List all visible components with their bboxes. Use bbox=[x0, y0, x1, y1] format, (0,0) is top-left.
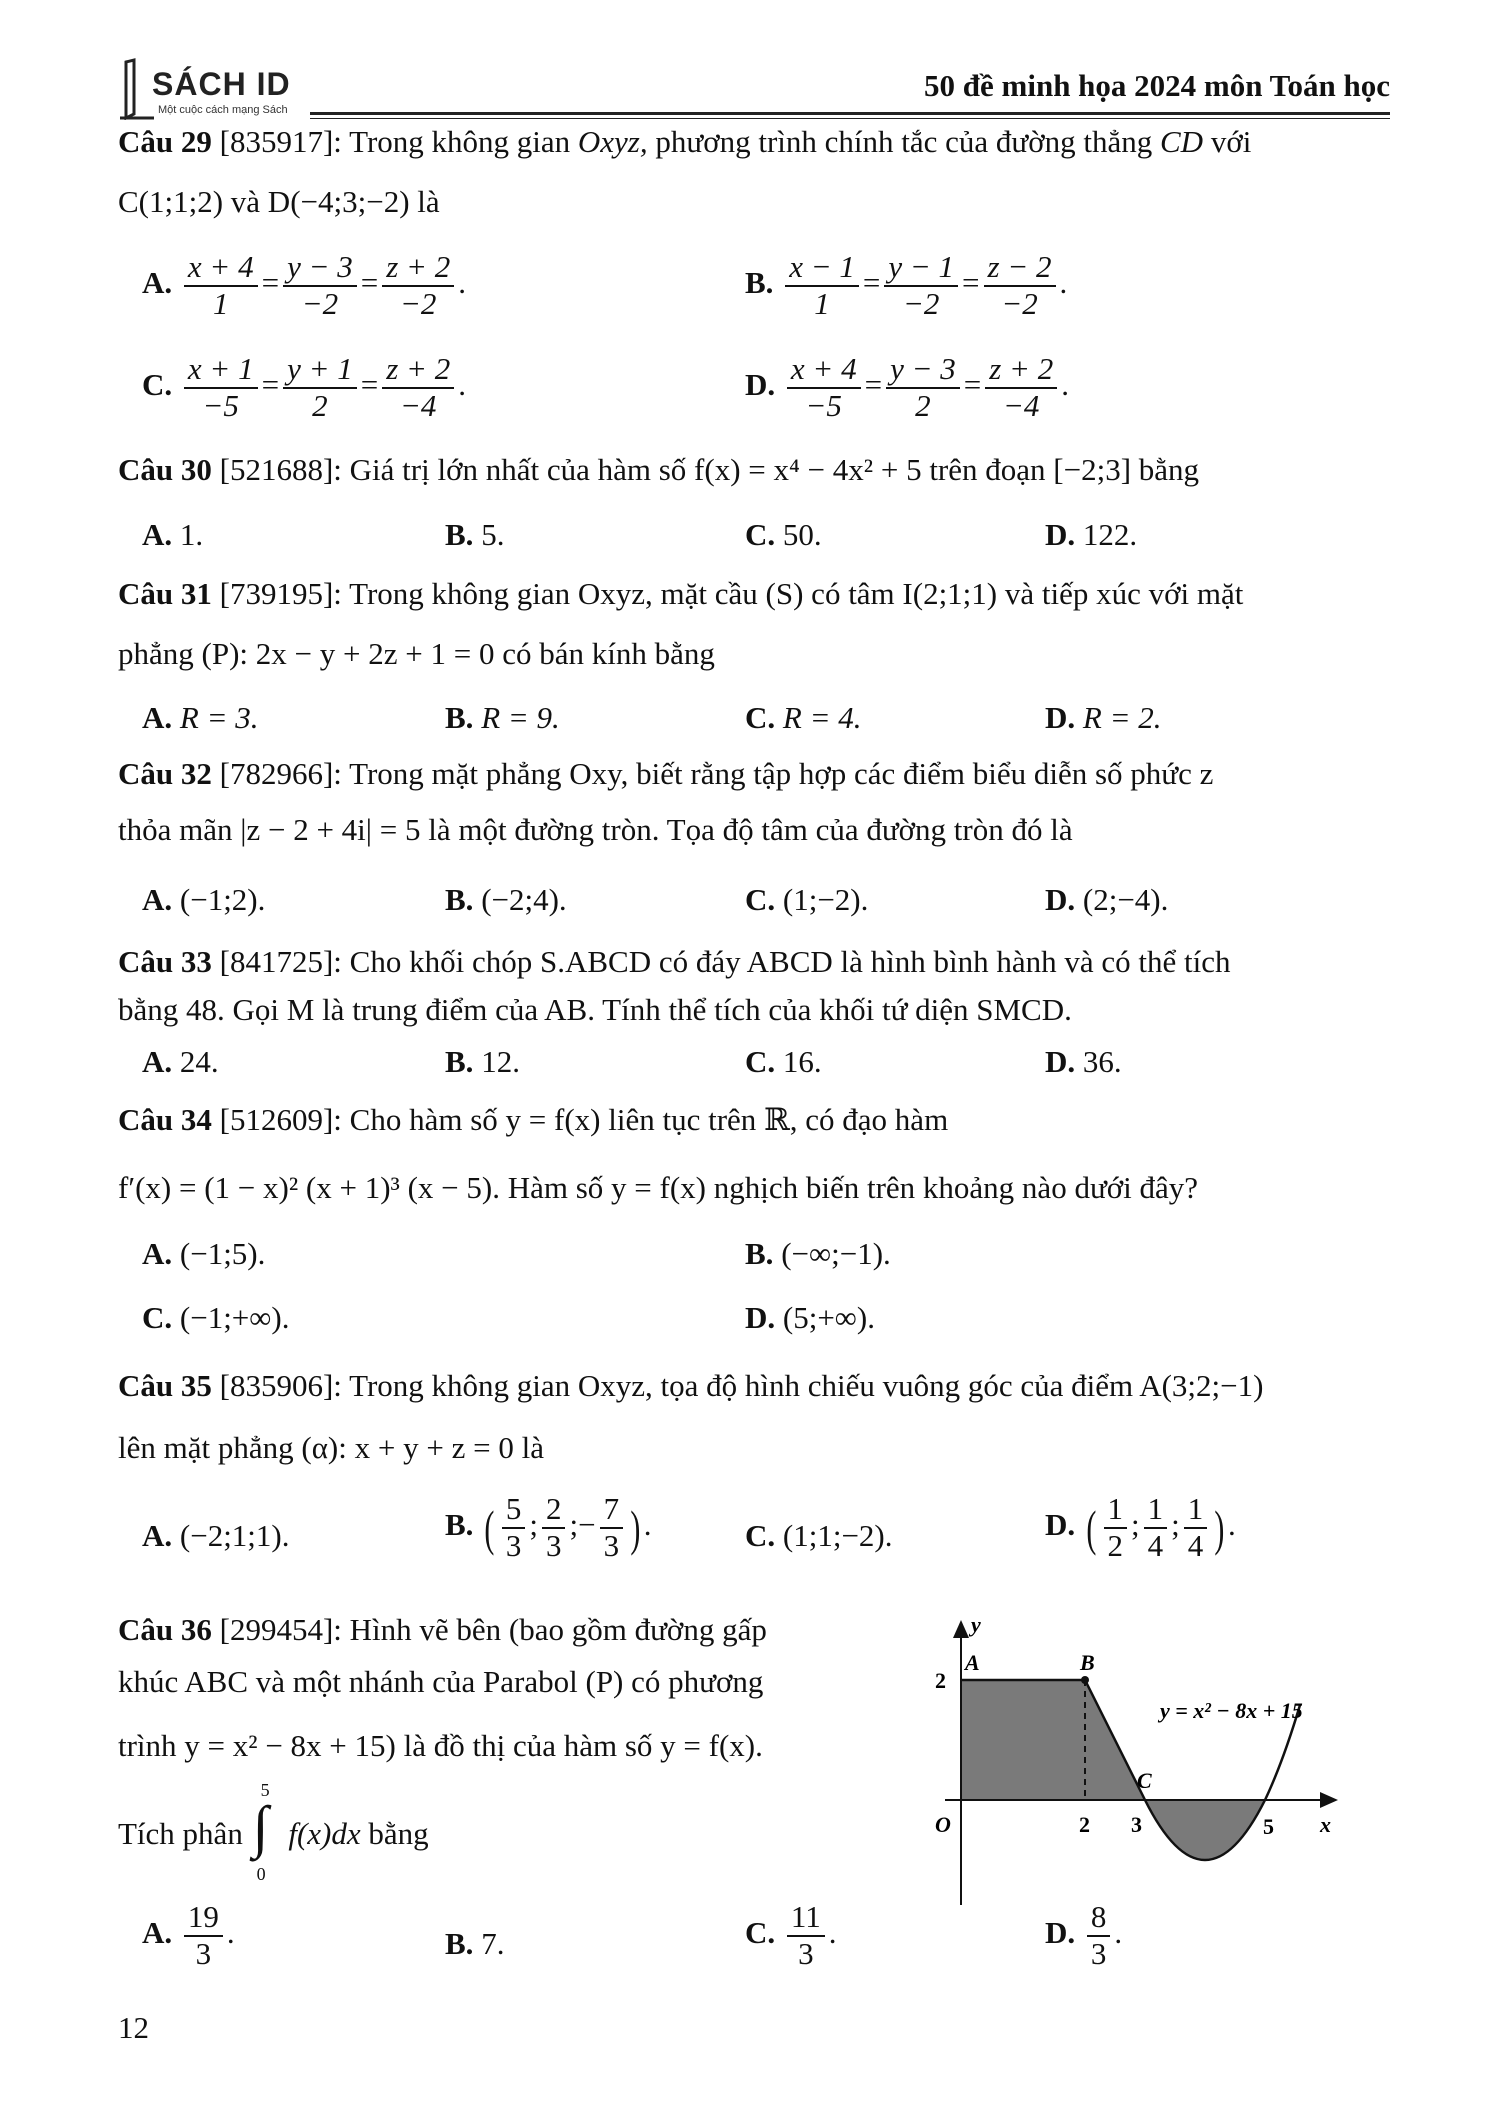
option-32-c[interactable]: C. (1;−2). bbox=[745, 882, 869, 917]
question-35-label: Câu 35 bbox=[118, 1368, 212, 1403]
question-29-line2: C(1;1;2) và D(−4;3;−2) là bbox=[118, 184, 440, 219]
question-36: Câu 36 [299454]: Hình vẽ bên (bao gồm đường gấp bbox=[118, 1612, 767, 1647]
question-33-label: Câu 33 bbox=[118, 944, 212, 979]
option-30-d[interactable]: D. 122. bbox=[1045, 517, 1138, 552]
question-36-line2: khúc ABC và một nhánh của Parabol (P) có phương bbox=[118, 1664, 764, 1699]
question-32: Câu 32 [782966]: Trong mặt phẳng Oxy, biết rằng tập hợp các điểm biểu diễn số phức z bbox=[118, 756, 1214, 791]
point-b-dot bbox=[1081, 1676, 1089, 1684]
question-34: Câu 34 [512609]: Cho hàm số y = f(x) liên tục trên ℝ, có đạo hàm bbox=[118, 1102, 949, 1137]
option-29-b[interactable]: B. $\frac{x - 1}{1}$ = $\frac{y - 1}{-2}$ = $\frac{z - 2}{-2}$ . bbox=[745, 249, 1068, 321]
integral-sign: ∫ bbox=[252, 1794, 269, 1859]
page-number: 12 bbox=[118, 2010, 149, 2045]
question-36-id: [299454] bbox=[219, 1612, 334, 1647]
option-30-b[interactable]: B. 5. bbox=[445, 517, 505, 552]
question-32-line2: thỏa mãn |z − 2 + 4i| = 5 là một đường tròn. Tọa độ tâm của đường tròn đó là bbox=[118, 812, 1073, 847]
question-33: Câu 33 [841725]: Cho khối chóp S.ABCD có đáy ABCD là hình bình hành và có thể tích bbox=[118, 944, 1231, 979]
option-30-a[interactable]: A. 1. bbox=[142, 517, 204, 552]
question-33-id: [841725] bbox=[219, 944, 334, 979]
option-29-d[interactable]: D. $\frac{x + 4}{-5}$ = $\frac{y - 3}{2}$ = $\frac{z + 2}{-4}$ . bbox=[745, 351, 1069, 423]
function-graph bbox=[905, 1610, 1365, 1910]
question-34-line2: f′(x) = (1 − x)² (x + 1)³ (x − 5). Hàm số y = f(x) nghịch biến trên khoảng nào dưới đây? bbox=[118, 1170, 1199, 1205]
question-30: Câu 30 [521688]: Giá trị lớn nhất của hàm số f(x) = x⁴ − 4x² + 5 trên đoạn [−2;3] bằng bbox=[118, 452, 1200, 487]
origin-label: O bbox=[935, 1812, 951, 1837]
option-34-c[interactable]: C. (−1;+∞). bbox=[142, 1300, 290, 1335]
question-33-line2: bằng 48. Gọi M là trung điểm của AB. Tính thể tích của khối tứ diện SMCD. bbox=[118, 992, 1072, 1027]
question-36-line3: trình y = x² − 8x + 15) là đồ thị của hàm số y = f(x). bbox=[118, 1728, 763, 1763]
option-31-d[interactable]: D. R = 2. bbox=[1045, 700, 1162, 735]
integral-lower: 0 bbox=[256, 1864, 266, 1884]
curve-label: y = x² − 8x + 15 bbox=[1160, 1698, 1303, 1723]
question-29-id: [835917] bbox=[219, 124, 334, 159]
option-32-b[interactable]: B. (−2;4). bbox=[445, 882, 567, 917]
option-30-c[interactable]: C. 50. bbox=[745, 517, 822, 552]
tick-x-3: 3 bbox=[1131, 1812, 1142, 1837]
question-34-id: [512609] bbox=[219, 1102, 334, 1137]
y-axis-label: y bbox=[971, 1612, 981, 1637]
option-31-c[interactable]: C. R = 4. bbox=[745, 700, 862, 735]
header-divider-thin bbox=[310, 118, 1390, 119]
option-33-c[interactable]: C. 16. bbox=[745, 1044, 822, 1079]
option-34-b[interactable]: B. (−∞;−1). bbox=[745, 1236, 891, 1271]
option-32-a[interactable]: A. (−1;2). bbox=[142, 882, 266, 917]
logo bbox=[118, 58, 308, 124]
option-29-a[interactable]: A. $\frac{x + 4}{1}$ = $\frac{y - 3}{-2}$ = $\frac{z + 2}{-2}$ . bbox=[142, 249, 466, 321]
option-29-c[interactable]: C. $\frac{x + 1}{-5}$ = $\frac{y + 1}{2}$ = $\frac{z + 2}{-4}$ . bbox=[142, 351, 466, 423]
option-33-b[interactable]: B. 12. bbox=[445, 1044, 520, 1079]
tick-y-2: 2 bbox=[935, 1668, 946, 1693]
question-31-line2: phẳng (P): 2x − y + 2z + 1 = 0 có bán kính bằng bbox=[118, 636, 715, 671]
integral-upper: 5 bbox=[260, 1780, 270, 1800]
option-31-b[interactable]: B. R = 9. bbox=[445, 700, 560, 735]
option-36-d[interactable]: D. $\frac{8}{3}$ . bbox=[1045, 1899, 1123, 1971]
option-31-a[interactable]: A. R = 3. bbox=[142, 700, 259, 735]
option-35-b[interactable]: B. ( $\frac{5}{3}$ ; $\frac{2}{3}$ ;− $\frac{7}{3}$ ) . bbox=[445, 1491, 652, 1563]
point-b-label: B bbox=[1080, 1650, 1095, 1675]
option-34-d[interactable]: D. (5;+∞). bbox=[745, 1300, 875, 1335]
option-33-a[interactable]: A. 24. bbox=[142, 1044, 219, 1079]
question-36-line4: Tích phân 5 ∫ 0 f(x)dx bằng bbox=[118, 1780, 429, 1884]
tick-x-2: 2 bbox=[1079, 1812, 1090, 1837]
question-34-label: Câu 34 bbox=[118, 1102, 212, 1137]
question-31-label: Câu 31 bbox=[118, 576, 212, 611]
question-36-label: Câu 36 bbox=[118, 1612, 212, 1647]
point-a-label: A bbox=[965, 1650, 980, 1675]
header-divider bbox=[310, 112, 1390, 115]
tick-x-5: 5 bbox=[1263, 1814, 1274, 1839]
logo-tagline: Một cuộc cách mạng Sách bbox=[158, 104, 288, 116]
option-33-d[interactable]: D. 36. bbox=[1045, 1044, 1122, 1079]
question-35-line2: lên mặt phẳng (α): x + y + z = 0 là bbox=[118, 1430, 544, 1465]
question-30-id: [521688] bbox=[219, 452, 334, 487]
question-35: Câu 35 [835906]: Trong không gian Oxyz, tọa độ hình chiếu vuông góc của điểm A(3;2;−1) bbox=[118, 1368, 1264, 1403]
option-36-b[interactable]: B. 7. bbox=[445, 1926, 505, 1961]
option-32-d[interactable]: D. (2;−4). bbox=[1045, 882, 1169, 917]
option-36-c[interactable]: C. $\frac{11}{3}$ . bbox=[745, 1899, 837, 1971]
option-35-d[interactable]: D. ( $\frac{1}{2}$ ; $\frac{1}{4}$ ; $\frac{1}{4}$ ) . bbox=[1045, 1491, 1236, 1563]
question-30-label: Câu 30 bbox=[118, 452, 212, 487]
question-32-label: Câu 32 bbox=[118, 756, 212, 791]
question-32-id: [782966] bbox=[219, 756, 334, 791]
question-35-id: [835906] bbox=[219, 1368, 334, 1403]
logo-text: SÁCH ID bbox=[152, 66, 291, 102]
point-c-label: C bbox=[1137, 1768, 1152, 1793]
question-29-label: Câu 29 bbox=[118, 124, 212, 159]
option-35-c[interactable]: C. (1;1;−2). bbox=[745, 1518, 893, 1553]
shaded-region-abc bbox=[961, 1680, 1145, 1800]
book-title: 50 đề minh họa 2024 môn Toán học bbox=[924, 68, 1390, 103]
question-29: Câu 29 [835917]: Trong không gian Oxyz, phương trình chính tắc của đường thẳng CD với bbox=[118, 124, 1252, 159]
question-31: Câu 31 [739195]: Trong không gian Oxyz, mặt cầu (S) có tâm I(2;1;1) và tiếp xúc với mặt bbox=[118, 576, 1244, 611]
x-axis-label: x bbox=[1320, 1812, 1331, 1837]
option-36-a[interactable]: A. $\frac{19}{3}$ . bbox=[142, 1899, 235, 1971]
option-34-a[interactable]: A. (−1;5). bbox=[142, 1236, 266, 1271]
question-31-id: [739195] bbox=[219, 576, 334, 611]
option-35-a[interactable]: A. (−2;1;1). bbox=[142, 1518, 290, 1553]
